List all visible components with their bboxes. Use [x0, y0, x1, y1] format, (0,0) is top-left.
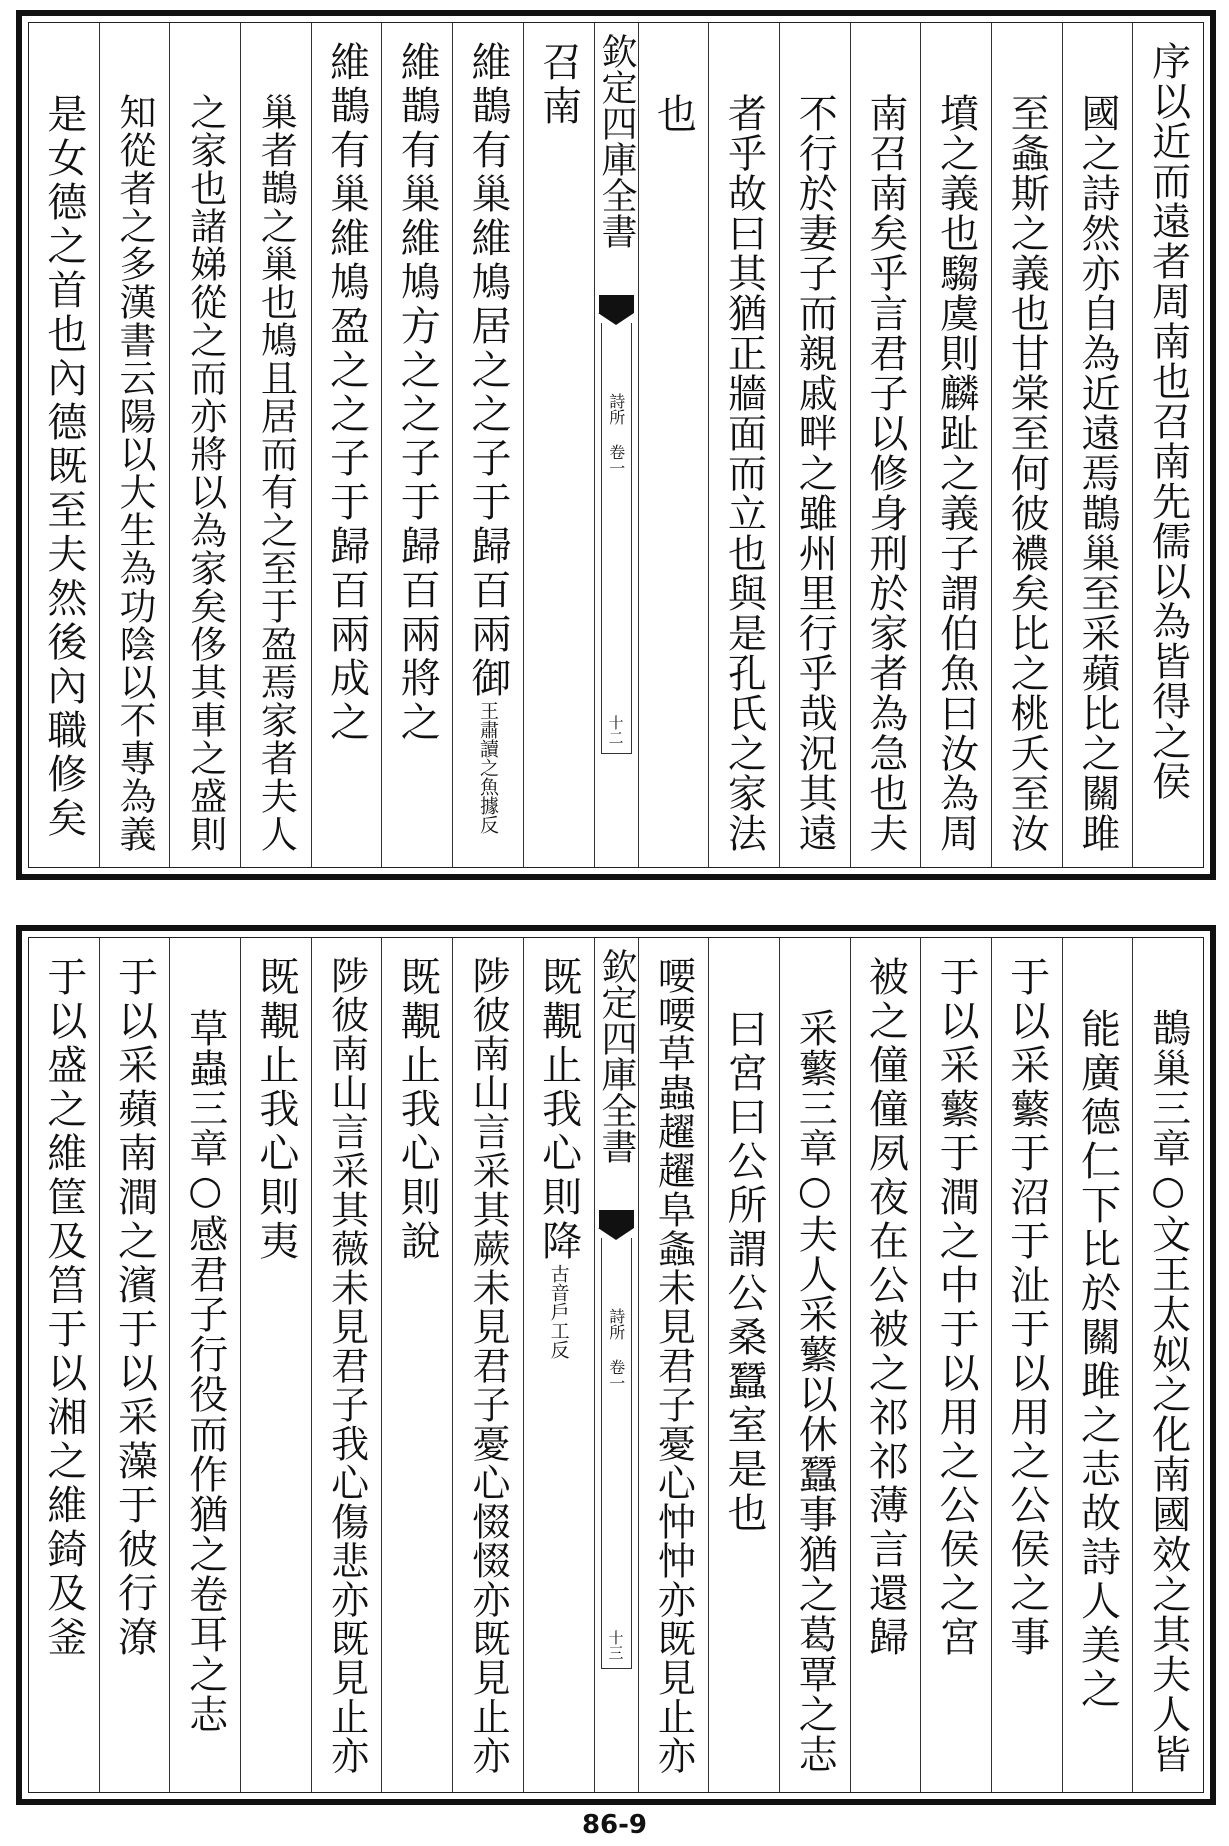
- column-main-text: 維鵲有巢維鳩居之之子于歸百兩御: [464, 41, 511, 701]
- column-text: 南召南矣乎言君子以修身刑於家者為急也夫: [862, 93, 908, 853]
- fish-tail-mark: [599, 295, 634, 313]
- text-column: [920, 938, 991, 1792]
- text-column: [99, 938, 170, 1792]
- column-text: 既覯止我心則說: [394, 956, 441, 1264]
- column-text: 喓喓草蟲趯趯阜螽未見君子憂心忡忡亦既見止亦: [651, 956, 696, 1775]
- column-text: 維鵲有巢維鳩盈之之子于歸百兩成之: [323, 41, 370, 745]
- column-text: 至螽斯之義也甘棠至何彼襛矣比之桃夭至汝: [1004, 93, 1050, 853]
- section-heading: 召南: [535, 41, 582, 129]
- text-column: [850, 938, 921, 1792]
- annotation: 魚據反: [476, 777, 499, 834]
- annotation: 王肅讀之: [476, 701, 499, 777]
- text-column: [1132, 938, 1203, 1792]
- text-column: [850, 23, 921, 867]
- bottom-page-columns: [29, 938, 1203, 1792]
- text-column: [708, 938, 779, 1792]
- fish-tail-mark: [599, 1210, 634, 1228]
- column-text: 者乎故曰其猶正牆面而立也與是孔氏之家法: [721, 93, 767, 853]
- column-main-text: 既覯止我心則降: [535, 956, 582, 1264]
- text-column: [240, 938, 311, 1792]
- center-fold: [594, 938, 638, 1792]
- top-page-frame: [28, 22, 1204, 868]
- page-number: 十二: [606, 715, 625, 745]
- column-text: 不行於妻子而親戚畔之雖州里行乎哉況其遠: [792, 93, 838, 853]
- center-frame: [601, 1238, 632, 1669]
- collection-title: 欽定四庫全書: [596, 33, 637, 249]
- column-text: 是女德之首也內德既至夫然後內職修矣: [40, 93, 87, 841]
- top-page-columns: [29, 23, 1203, 867]
- text-column: [240, 23, 311, 867]
- bottom-page: [16, 925, 1216, 1805]
- column-text: [535, 956, 582, 1359]
- text-column: [169, 23, 240, 867]
- text-column: [920, 23, 991, 867]
- column-text: 維鵲有巢維鳩方之之子于歸百兩將之: [394, 41, 441, 745]
- collection-title: 欽定四庫全書: [596, 948, 637, 1164]
- column-text: 也: [650, 93, 697, 137]
- text-column: [779, 23, 850, 867]
- text-column: [991, 938, 1062, 1792]
- top-page: [16, 10, 1216, 880]
- column-text: 被之僮僮夙夜在公被之祁祁薄言還歸: [862, 956, 909, 1660]
- center-frame: [601, 323, 632, 754]
- column-text: 墳之義也騶虞則麟趾之義子謂伯魚曰汝為周: [933, 93, 979, 853]
- text-column: [169, 938, 240, 1792]
- text-column: [452, 938, 523, 1792]
- text-column: [523, 938, 594, 1792]
- column-text: 采蘩三章○夫人采蘩以休蠶事猶之葛覃之志: [792, 1008, 838, 1774]
- volume-name: 卷一: [606, 1359, 626, 1391]
- column-text: 既覯止我心則夷: [252, 956, 299, 1264]
- text-column: [452, 23, 523, 867]
- text-column: [311, 23, 382, 867]
- column-text: [464, 41, 511, 834]
- volume-name: 卷一: [606, 444, 626, 476]
- column-text: 鵲巢三章○文王太姒之化南國效之其夫人皆: [1145, 1008, 1191, 1774]
- bottom-page-frame: [28, 937, 1204, 1793]
- column-text: 陟彼南山言采其薇未見君子我心傷悲亦既見止亦: [324, 956, 369, 1775]
- text-column: [99, 23, 170, 867]
- column-text: 于以采蘩于澗之中于以用之公侯之宮: [933, 956, 980, 1660]
- column-text: 巢者鵲之巢也鳩且居而有之至于盈焉家者夫人: [254, 93, 298, 853]
- annotation: 工反: [547, 1321, 570, 1359]
- column-text: 知從者之多漢書云陽以大生為功陰以不專為義: [113, 93, 157, 853]
- text-column: [638, 23, 709, 867]
- text-column: [381, 23, 452, 867]
- plate-number: 86-9: [581, 1810, 648, 1840]
- book-name: 詩所: [606, 1308, 626, 1340]
- column-text: 能廣德仁下比於關雎之志故詩人美之: [1074, 1008, 1121, 1712]
- text-column: [29, 938, 99, 1792]
- center-fold: [594, 23, 638, 867]
- text-column: [708, 23, 779, 867]
- column-text: 于以采蘩于沼于沚于以用之公侯之事: [1003, 956, 1050, 1660]
- text-column: [638, 938, 709, 1792]
- text-column: [311, 938, 382, 1792]
- column-text: 草蟲三章○感君子行役而作猶之卷耳之志: [182, 1008, 228, 1734]
- column-text: 于以采蘋南澗之濱于以采藻于彼行潦: [111, 956, 158, 1660]
- book-name: 詩所: [606, 393, 626, 425]
- column-text: 曰宮曰公所謂公桑蠶室是也: [721, 1008, 768, 1536]
- annotation: 古音戶: [547, 1264, 570, 1321]
- text-column: [1132, 23, 1203, 867]
- text-column: [779, 938, 850, 1792]
- book-volume: [607, 1308, 625, 1391]
- text-column: [381, 938, 452, 1792]
- text-column: [29, 23, 99, 867]
- text-column: [1062, 938, 1133, 1792]
- text-column: [523, 23, 594, 867]
- column-text: 陟彼南山言采其蕨未見君子憂心惙惙亦既見止亦: [465, 956, 510, 1775]
- column-text: 國之詩然亦自為近遠焉鵲巢至采蘋比之關雎: [1074, 93, 1120, 853]
- column-text: 于以盛之維筐及筥于以湘之維錡及釜: [40, 956, 87, 1660]
- column-text: 之家也諸娣從之而亦將以為家矣侈其車之盛則: [183, 93, 227, 853]
- text-column: [991, 23, 1062, 867]
- book-volume: [607, 393, 625, 476]
- text-column: [1062, 23, 1133, 867]
- page-number: 十三: [606, 1630, 625, 1660]
- column-text: 序以近而遠者周南也召南先儒以為皆得之侯: [1145, 41, 1191, 801]
